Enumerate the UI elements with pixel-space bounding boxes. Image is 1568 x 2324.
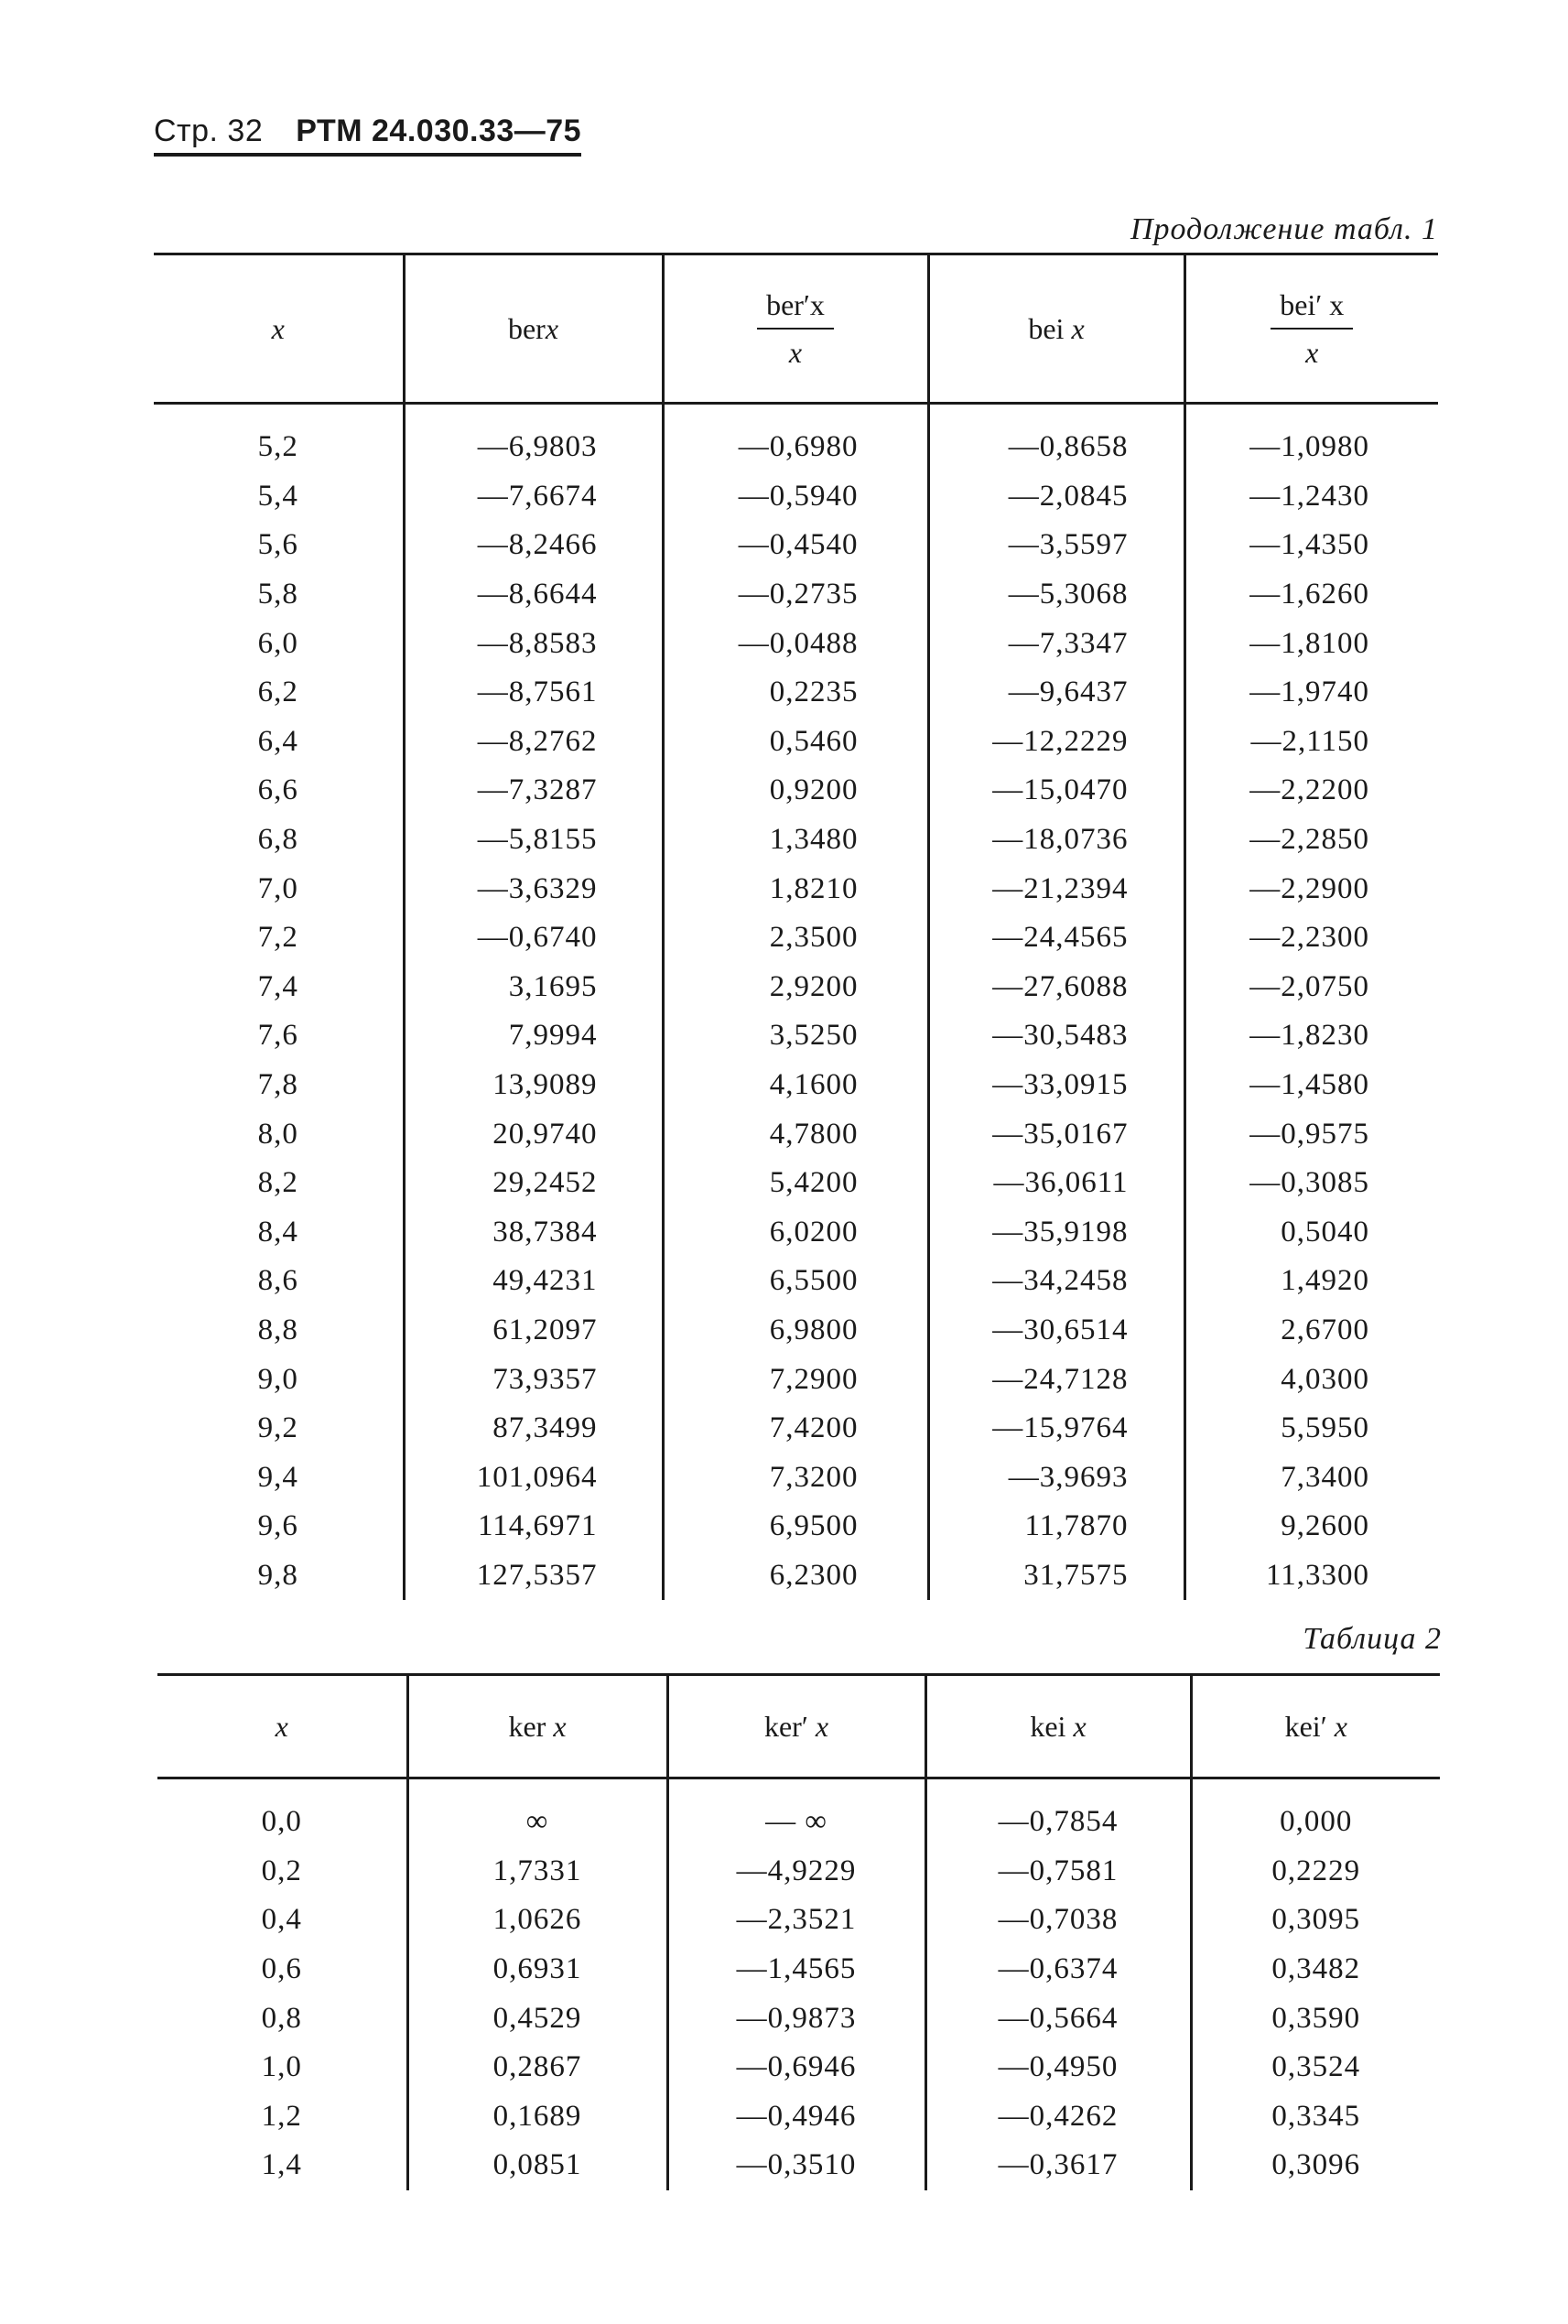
x-value-cell: 8,0 — [257, 1117, 298, 1151]
table-row — [157, 1847, 1440, 1897]
value-cell: 5,5950 — [1184, 1404, 1438, 1454]
value-cell: —3,6329 — [404, 864, 663, 913]
value-cell: 5,4200 — [663, 1159, 928, 1208]
table-row — [154, 1257, 1438, 1306]
value-cell: —6,9803 — [404, 404, 663, 472]
value-cell: —0,4262 — [925, 2092, 1191, 2142]
table-row — [154, 1061, 1438, 1110]
value-cell: —0,6946 — [667, 2043, 925, 2092]
table-2 — [157, 1673, 1440, 2190]
value-cell: 1,0626 — [407, 1896, 667, 1945]
x-value-cell: 7,6 — [257, 1019, 298, 1053]
value-cell: —1,4565 — [667, 1945, 925, 1994]
value-cell: 0,000 — [1191, 1778, 1440, 1847]
value-cell: —2,2900 — [1184, 864, 1438, 913]
value-cell: —0,5940 — [663, 472, 928, 522]
x-value-cell: 5,4 — [257, 479, 298, 513]
value-cell: ∞ — [407, 1778, 667, 1847]
value-cell: —0,3617 — [925, 2141, 1191, 2190]
value-cell: —7,3347 — [928, 619, 1184, 668]
table-row — [154, 913, 1438, 963]
value-cell: —2,0750 — [1184, 963, 1438, 1012]
value-cell: 73,9357 — [404, 1355, 663, 1404]
value-cell: 7,3200 — [663, 1453, 928, 1502]
value-cell: —0,8658 — [928, 404, 1184, 472]
x-value-cell: 7,8 — [257, 1068, 298, 1102]
value-cell: —12,2229 — [928, 718, 1184, 767]
table-row — [154, 1208, 1438, 1258]
table-row — [154, 864, 1438, 913]
table-row — [154, 1011, 1438, 1061]
table1-col-x: x — [154, 254, 404, 404]
table1-caption: Продолжение табл. 1 — [1130, 212, 1438, 246]
table-row — [154, 816, 1438, 865]
table-row — [157, 2092, 1440, 2142]
value-cell: —24,7128 — [928, 1355, 1184, 1404]
table-row — [154, 404, 1438, 472]
x-value-cell: 9,6 — [257, 1509, 298, 1543]
x-value-cell: 9,0 — [257, 1362, 298, 1396]
table-row — [154, 963, 1438, 1012]
x-value-cell: 0,4 — [261, 1903, 302, 1937]
value-cell: 0,3482 — [1191, 1945, 1440, 1994]
value-cell: 0,9200 — [663, 766, 928, 816]
value-cell: — ∞ — [667, 1778, 925, 1847]
value-cell: 11,7870 — [928, 1502, 1184, 1551]
value-cell: —33,0915 — [928, 1061, 1184, 1110]
value-cell: —1,8230 — [1184, 1011, 1438, 1061]
x-value-cell: 0,8 — [261, 2001, 302, 2035]
value-cell: 3,1695 — [404, 963, 663, 1012]
value-cell: —9,6437 — [928, 668, 1184, 718]
table2-header-row — [157, 1675, 1440, 1778]
value-cell: 0,1689 — [407, 2092, 667, 2142]
value-cell: 2,6700 — [1184, 1306, 1438, 1356]
value-cell: —8,2466 — [404, 521, 663, 570]
value-cell: —8,7561 — [404, 668, 663, 718]
value-cell: —3,9693 — [928, 1453, 1184, 1502]
x-value-cell: 5,2 — [257, 430, 298, 464]
table-row — [154, 766, 1438, 816]
value-cell: —0,3085 — [1184, 1159, 1438, 1208]
x-value-cell: 6,8 — [257, 823, 298, 857]
table-row — [154, 1502, 1438, 1551]
value-cell: —24,4565 — [928, 913, 1184, 963]
value-cell: —36,0611 — [928, 1159, 1184, 1208]
table-row — [157, 2043, 1440, 2092]
value-cell: 31,7575 — [928, 1551, 1184, 1601]
value-cell: 0,6931 — [407, 1945, 667, 1994]
value-cell: 4,1600 — [663, 1061, 928, 1110]
table1-col-ber-prime-over-x: $\frac{\text{ber′x}}{x}$ — [663, 254, 928, 404]
value-cell: 49,4231 — [404, 1257, 663, 1306]
value-cell: —2,2200 — [1184, 766, 1438, 816]
value-cell: 0,2867 — [407, 2043, 667, 2092]
x-value-cell: 0,2 — [261, 1854, 302, 1887]
table-row — [157, 1945, 1440, 1994]
x-value-cell: 1,0 — [261, 2050, 302, 2084]
value-cell: 61,2097 — [404, 1306, 663, 1356]
value-cell: 0,2229 — [1191, 1847, 1440, 1897]
value-cell: 29,2452 — [404, 1159, 663, 1208]
table2-caption: Таблица 2 — [1303, 1622, 1442, 1656]
value-cell: —1,0980 — [1184, 404, 1438, 472]
value-cell: —7,6674 — [404, 472, 663, 522]
value-cell: 0,2235 — [663, 668, 928, 718]
value-cell: —8,2762 — [404, 718, 663, 767]
value-cell: 7,2900 — [663, 1355, 928, 1404]
x-value-cell: 6,2 — [257, 676, 298, 709]
value-cell: —0,4946 — [667, 2092, 925, 2142]
value-cell: —21,2394 — [928, 864, 1184, 913]
value-cell: 0,3524 — [1191, 2043, 1440, 2092]
x-value-cell: 5,6 — [257, 528, 298, 562]
table2-col-x: x — [157, 1675, 407, 1778]
value-cell: 1,8210 — [663, 864, 928, 913]
value-cell: 9,2600 — [1184, 1502, 1438, 1551]
value-cell: 114,6971 — [404, 1502, 663, 1551]
x-value-cell: 7,0 — [257, 871, 298, 905]
value-cell: 0,3095 — [1191, 1896, 1440, 1945]
x-value-cell: 6,0 — [257, 626, 298, 660]
table-row — [157, 1896, 1440, 1945]
value-cell: 6,0200 — [663, 1208, 928, 1258]
value-cell: —0,6740 — [404, 913, 663, 963]
value-cell: —0,7038 — [925, 1896, 1191, 1945]
value-cell: 6,2300 — [663, 1551, 928, 1601]
table-row — [154, 1109, 1438, 1159]
value-cell: —0,4950 — [925, 2043, 1191, 2092]
value-cell: 1,7331 — [407, 1847, 667, 1897]
table1-col-bei: bei x — [928, 254, 1184, 404]
value-cell: 4,0300 — [1184, 1355, 1438, 1404]
value-cell: —35,9198 — [928, 1208, 1184, 1258]
value-cell: 0,4529 — [407, 1994, 667, 2043]
table-row — [154, 668, 1438, 718]
value-cell: —27,6088 — [928, 963, 1184, 1012]
value-cell: 6,9800 — [663, 1306, 928, 1356]
value-cell: 7,4200 — [663, 1404, 928, 1454]
value-cell: 20,9740 — [404, 1109, 663, 1159]
value-cell: —0,5664 — [925, 1994, 1191, 2043]
value-cell: —0,6374 — [925, 1945, 1191, 1994]
value-cell: —1,4350 — [1184, 521, 1438, 570]
x-value-cell: 7,2 — [257, 921, 298, 955]
value-cell: —0,6980 — [663, 404, 928, 472]
table2-col-kei-prime: kei′ x — [1191, 1675, 1440, 1778]
value-cell: —0,4540 — [663, 521, 928, 570]
value-cell: —0,0488 — [663, 619, 928, 668]
value-cell: —1,6260 — [1184, 570, 1438, 620]
value-cell: 38,7384 — [404, 1208, 663, 1258]
value-cell: 7,9994 — [404, 1011, 663, 1061]
table-1 — [154, 253, 1438, 1600]
value-cell: 87,3499 — [404, 1404, 663, 1454]
x-value-cell: 0,0 — [261, 1805, 302, 1839]
page-label: Стр. 32 — [154, 113, 264, 148]
table-row — [154, 718, 1438, 767]
x-value-cell: 9,4 — [257, 1460, 298, 1494]
table1-body — [154, 404, 1438, 1601]
x-value-cell: 6,4 — [257, 724, 298, 758]
value-cell: 0,3096 — [1191, 2141, 1440, 2190]
value-cell: —2,1150 — [1184, 718, 1438, 767]
value-cell: —5,8155 — [404, 816, 663, 865]
x-value-cell: 1,4 — [261, 2148, 302, 2182]
x-value-cell: 9,2 — [257, 1411, 298, 1445]
value-cell: —4,9229 — [667, 1847, 925, 1897]
value-cell: —30,5483 — [928, 1011, 1184, 1061]
value-cell: 13,9089 — [404, 1061, 663, 1110]
table1-col-bei-prime-over-x: $\frac{\text{bei′ x}}{x}$ — [1184, 254, 1438, 404]
value-cell: —0,9575 — [1184, 1109, 1438, 1159]
table-row — [154, 619, 1438, 668]
value-cell: 4,7800 — [663, 1109, 928, 1159]
value-cell: —30,6514 — [928, 1306, 1184, 1356]
value-cell: —1,4580 — [1184, 1061, 1438, 1110]
value-cell: —2,3521 — [667, 1896, 925, 1945]
table-row — [157, 1778, 1440, 1847]
table2-col-ker: ker x — [407, 1675, 667, 1778]
value-cell: 1,4920 — [1184, 1257, 1438, 1306]
value-cell: —2,2850 — [1184, 816, 1438, 865]
value-cell: 3,5250 — [663, 1011, 928, 1061]
value-cell: —0,2735 — [663, 570, 928, 620]
value-cell: 7,3400 — [1184, 1453, 1438, 1502]
value-cell: —18,0736 — [928, 816, 1184, 865]
value-cell: 2,9200 — [663, 963, 928, 1012]
table-row — [154, 521, 1438, 570]
value-cell: 2,3500 — [663, 913, 928, 963]
table1-col-ber: berx — [404, 254, 663, 404]
value-cell: —1,8100 — [1184, 619, 1438, 668]
value-cell: —1,2430 — [1184, 472, 1438, 522]
table-row — [154, 1551, 1438, 1601]
page-header — [154, 113, 581, 157]
table-row — [154, 472, 1438, 522]
value-cell: 0,3590 — [1191, 1994, 1440, 2043]
x-value-cell: 8,8 — [257, 1313, 298, 1346]
value-cell: 0,3345 — [1191, 2092, 1440, 2142]
value-cell: —0,7581 — [925, 1847, 1191, 1897]
x-value-cell: 8,6 — [257, 1264, 298, 1298]
value-cell: 6,9500 — [663, 1502, 928, 1551]
value-cell: 0,5040 — [1184, 1208, 1438, 1258]
table-row — [154, 1306, 1438, 1356]
table-row — [154, 1404, 1438, 1454]
value-cell: —1,9740 — [1184, 668, 1438, 718]
document-code: РТМ 24.030.33—75 — [296, 113, 582, 148]
value-cell: —15,9764 — [928, 1404, 1184, 1454]
value-cell: 0,5460 — [663, 718, 928, 767]
x-value-cell: 8,4 — [257, 1215, 298, 1248]
value-cell: —0,7854 — [925, 1778, 1191, 1847]
value-cell: —8,8583 — [404, 619, 663, 668]
value-cell: —2,2300 — [1184, 913, 1438, 963]
x-value-cell: 0,6 — [261, 1952, 302, 1986]
x-value-cell: 5,8 — [257, 578, 298, 611]
value-cell: —8,6644 — [404, 570, 663, 620]
value-cell: —0,9873 — [667, 1994, 925, 2043]
table-row — [154, 570, 1438, 620]
table-row — [154, 1159, 1438, 1208]
value-cell: 1,3480 — [663, 816, 928, 865]
value-cell: 127,5357 — [404, 1551, 663, 1601]
table2-col-kei: kei x — [925, 1675, 1191, 1778]
table-row — [154, 1453, 1438, 1502]
value-cell: 11,3300 — [1184, 1551, 1438, 1601]
value-cell: —0,3510 — [667, 2141, 925, 2190]
x-value-cell: 7,4 — [257, 969, 298, 1003]
value-cell: —15,0470 — [928, 766, 1184, 816]
value-cell: —3,5597 — [928, 521, 1184, 570]
value-cell: —2,0845 — [928, 472, 1184, 522]
x-value-cell: 1,2 — [261, 2099, 302, 2133]
x-value-cell: 9,8 — [257, 1558, 298, 1592]
value-cell: 0,0851 — [407, 2141, 667, 2190]
table1-header-row — [154, 254, 1438, 404]
value-cell: 101,0964 — [404, 1453, 663, 1502]
value-cell: —5,3068 — [928, 570, 1184, 620]
value-cell: —34,2458 — [928, 1257, 1184, 1306]
table-row — [157, 1994, 1440, 2043]
table2-body — [157, 1778, 1440, 2190]
x-value-cell: 8,2 — [257, 1166, 298, 1200]
table2-col-ker-prime: ker′ x — [667, 1675, 925, 1778]
table-row — [154, 1355, 1438, 1404]
value-cell: —7,3287 — [404, 766, 663, 816]
value-cell: —35,0167 — [928, 1109, 1184, 1159]
value-cell: 6,5500 — [663, 1257, 928, 1306]
table-row — [157, 2141, 1440, 2190]
x-value-cell: 6,6 — [257, 773, 298, 807]
